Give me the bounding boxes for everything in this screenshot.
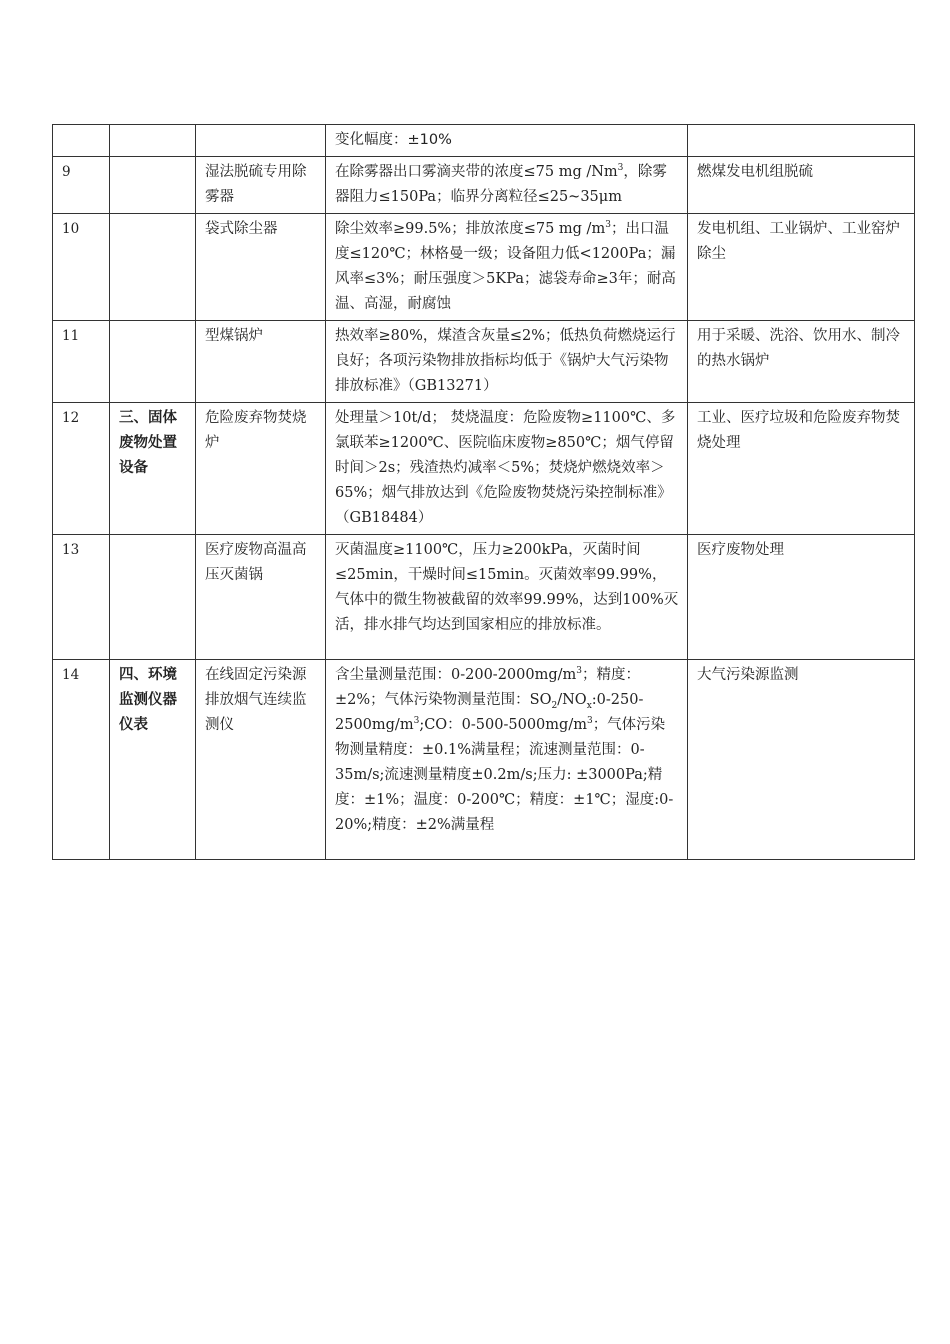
row-equipment-name: 危险废弃物焚烧炉 <box>196 403 326 535</box>
row-spec: 除尘效率≥99.5%；排放浓度≤75 mg $/m^3$；出口温度≤120℃；林格曼一级；设备阻力低<1200Pa；漏风率≤3%；耐压强度＞5KPa；滤袋寿命≥3年；耐高温、高湿，耐腐蚀 <box>326 214 688 321</box>
row-equipment-name: 在线固定污染源排放烟气连续监测仪 <box>196 660 326 860</box>
row-spec: 热效率≥80%，煤渣含灰量≤2%；低热负荷燃烧运行良好；各项污染物排放指标均低于《锅炉大气污染物排放标准》（GB13271） <box>326 321 688 403</box>
row-spec: 变化幅度：±10% <box>326 125 688 157</box>
row-spec: 灭菌温度≥1100℃，压力≥200kPa，灭菌时间≤25min，干燥时间≤15min。灭菌效率99.99%，气体中的微生物被截留的效率99.99%，达到100%灭活，排水排气均达到国家相应的排放标准。 <box>326 535 688 660</box>
row-spec: 处理量＞10t/d； 焚烧温度：危险废物≥1100℃、多氯联苯≥1200℃、医院临床废物≥850℃；烟气停留时间＞2s；残渣热灼减率＜5%；焚烧炉燃烧效率＞65%；烟气排放达到《危险废物焚烧污染控制标准》（GB18484） <box>326 403 688 535</box>
row-application <box>688 125 915 157</box>
table-row <box>53 535 915 660</box>
table-row <box>53 321 915 403</box>
row-category <box>110 157 196 214</box>
table-row <box>53 660 915 860</box>
table-row <box>53 157 915 214</box>
row-equipment-name <box>196 125 326 157</box>
table-row <box>53 125 915 157</box>
row-application: 工业、医疗垃圾和危险废弃物焚烧处理 <box>688 403 915 535</box>
row-equipment-name: 袋式除尘器 <box>196 214 326 321</box>
row-category <box>110 535 196 660</box>
row-category: 三、固体废物处置设备 <box>110 403 196 535</box>
row-category <box>110 321 196 403</box>
table-row <box>53 214 915 321</box>
row-equipment-name: 医疗废物高温高压灭菌锅 <box>196 535 326 660</box>
row-category <box>110 214 196 321</box>
row-application: 用于采暖、洗浴、饮用水、制冷的热水锅炉 <box>688 321 915 403</box>
row-number: 12 <box>53 403 110 535</box>
row-application: 大气污染源监测 <box>688 660 915 860</box>
row-application: 发电机组、工业锅炉、工业窑炉除尘 <box>688 214 915 321</box>
table-row <box>53 403 915 535</box>
row-number <box>53 125 110 157</box>
row-application: 燃煤发电机组脱硫 <box>688 157 915 214</box>
row-number: 14 <box>53 660 110 860</box>
row-number: 10 <box>53 214 110 321</box>
row-equipment-name: 湿法脱硫专用除雾器 <box>196 157 326 214</box>
row-category: 四、环境监测仪器仪表 <box>110 660 196 860</box>
row-number: 11 <box>53 321 110 403</box>
row-application: 医疗废物处理 <box>688 535 915 660</box>
row-number: 13 <box>53 535 110 660</box>
row-equipment-name: 型煤锅炉 <box>196 321 326 403</box>
equipment-table <box>52 124 915 860</box>
row-number: 9 <box>53 157 110 214</box>
row-category <box>110 125 196 157</box>
row-spec: 在除雾器出口雾滴夹带的浓度≤75 mg /Nm$^3$，除雾器阻力≤150Pa；临界分离粒径≤25~35μm <box>326 157 688 214</box>
row-spec: 含尘量测量范围：$0-200-2000mg/m^3$；精度：±2%；气体污染物测量范围：$SO_2/NO_x:0-250-2500mg/m^3;CO$：$0-500-5000mg/m^3$；气体污染物测量精度：±0.1%满量程；流速测量范围：0-35m/s;流速测量精度±0.2m/s;压力: ±3000Pa;精度：±1%；温度：0-200℃；精度：±1℃；湿度:0-20%;精度：±2%满量程 <box>326 660 688 860</box>
